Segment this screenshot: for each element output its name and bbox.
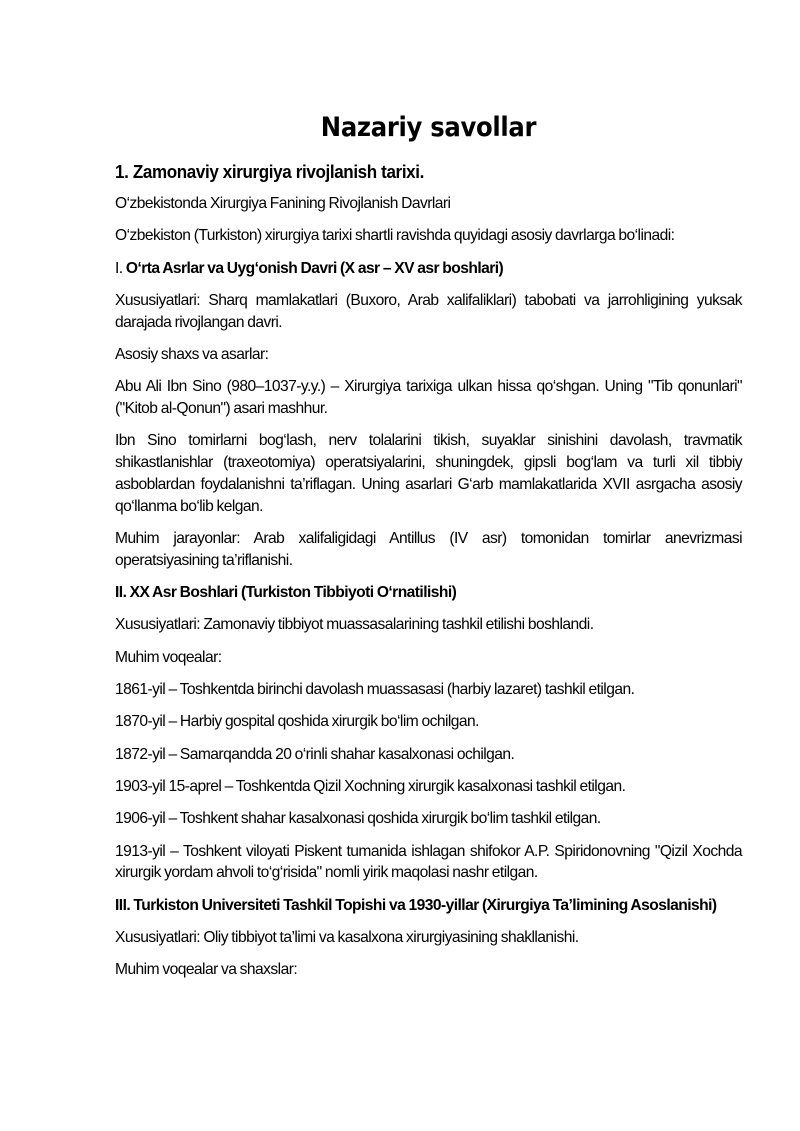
section-heading-1: 1. Zamonaviy xirurgiya rivojlanish tarixi.	[115, 161, 425, 182]
section2-features: Xususiyatlari: Zamonaviy tibbiyot muassasalarining tashkil etilishi boshlandi.	[115, 616, 594, 634]
section1-persons-label: Asosiy shaxs va asarlar:	[115, 345, 269, 363]
event-item: 1870-yil – Harbiy gospital qoshida xirurgik bo‘lim ochilgan.	[115, 713, 479, 731]
page-title: Nazariy savollar	[320, 112, 537, 143]
section1-features: Xususiyatlari: Sharq mamlakatlari (Buxoro, Arab xalifaliklari) tabobati va jarrohligining yuksak darajada rivojlangan davri.	[115, 291, 742, 331]
section1-paragraph-2: Ibn Sino tomirlarni bog‘lash, nerv tolalarini tikish, suyaklar sinishini davolash, travmatik shikastlanishlar (traxeotomiya) operatsiyalarini, shuningdek, gipsli bog‘lam va turli xil tibbiy asboblardan foydalanishni ta’riflagan. Uning asarlari G‘arb mamlakatlarida XVII asrgacha asosiy qo‘llanma bo‘lib kelgan.	[115, 432, 742, 515]
section3-heading: III. Turkiston Universiteti Tashkil Topishi va 1930-yillar (Xirurgiya Ta’limining Asoslanishi)	[115, 896, 717, 914]
event-item: 1906-yil – Toshkent shahar kasalxonasi qoshida xirurgik bo‘lim tashkil etilgan.	[115, 810, 601, 828]
section1-title: O‘rta Asrlar va Uyg‘onish Davri (X asr – XV asr boshlari)	[125, 259, 504, 277]
section1-paragraph-3: Muhim jarayonlar: Arab xalifaligidagi Antillus (IV asr) tomonidan tomirlar anevrizmasi operatsiyasining ta’riflanishi.	[115, 530, 742, 569]
section3-events-label: Muhim voqealar va shaxslar:	[115, 961, 298, 979]
section1-heading	[115, 258, 742, 280]
section1-prefix: I.	[115, 259, 126, 277]
event-item: 1913-yil – Toshkent viloyati Piskent tumanida ishlagan shifokor A.P. Spiridonovning "Qizil Xochda xirurgik yordam ahvoli to‘g‘risida" nomli yirik maqolasi nashr etilgan.	[115, 842, 742, 882]
section2-events-label: Muhim voqealar:	[115, 648, 222, 666]
intro-line-2: O‘zbekiston (Turkiston) xirurgiya tarixi shartli ravishda quyidagi asosiy davrlarga bo‘linadi:	[115, 227, 675, 245]
intro-line-1: O‘zbekistonda Xirurgiya Fanining Rivojlanish Davrlari	[115, 195, 451, 212]
event-item: 1861-yil – Toshkentda birinchi davolash muassasasi (harbiy lazaret) tashkil etilgan.	[115, 681, 635, 699]
document-body	[115, 193, 742, 992]
event-item: 1903-yil 15-aprel – Toshkentda Qizil Xochning xirurgik kasalxonasi tashkil etilgan.	[115, 777, 626, 795]
section1-paragraph-1: Abu Ali Ibn Sino (980–1037-y.y.) – Xirurgiya tarixiga ulkan hissa qo‘shgan. Uning "Tib qonunlari" ("Kitob al-Qonun") asari mashhur.	[115, 378, 742, 418]
section2-heading: II. XX Asr Boshlari (Turkiston Tibbiyoti O‘rnatilishi)	[115, 584, 457, 602]
event-item: 1872-yil – Samarqandda 20 o‘rinli shahar kasalxonasi ochilgan.	[115, 745, 515, 763]
section3-features: Xususiyatlari: Oliy tibbiyot ta’limi va kasalxona xirurgiyasining shakllanishi.	[115, 928, 579, 946]
